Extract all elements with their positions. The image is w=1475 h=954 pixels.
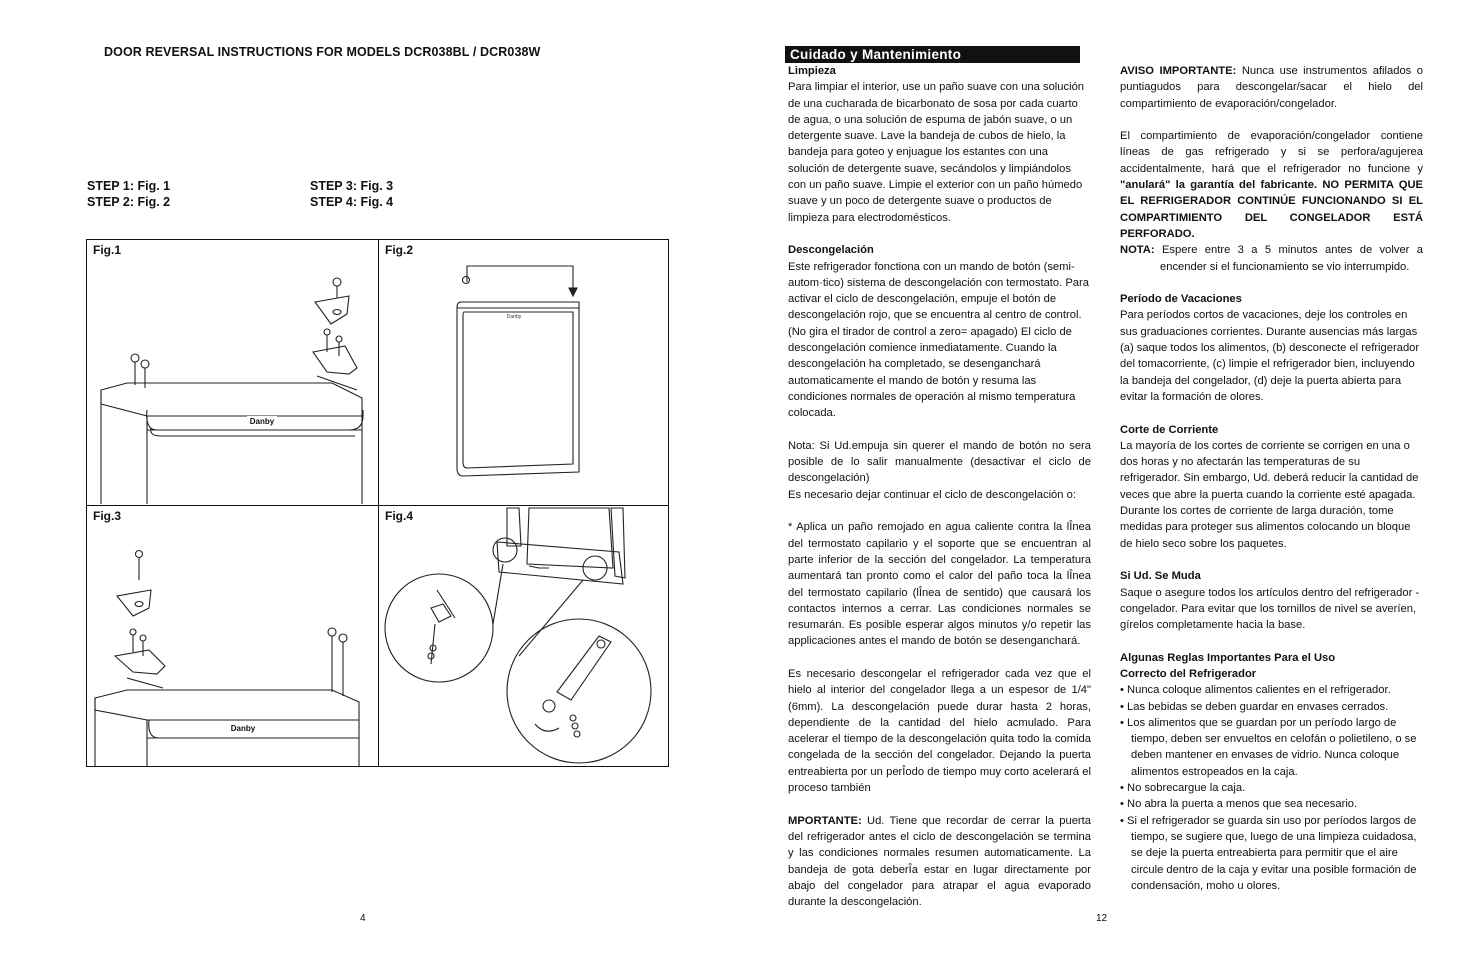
aviso-text: Nunca use instrumentos afilados o puntiagudos para descongelar/sacar el hielo del compartimiento de evaporación/congelador. [1120, 65, 1423, 110]
para-necesario-2: Es necesario descongelar el refrigerador cada vez que el hielo al interior del congelador llega a un espesor de 1/4" (6mm). La descongelación puede durar hasta 2 horas, dependiente de la cantidad del hielo acmulado. Para acelerar el tiempo de la descongelación quita todo la comida congelada de la sección del congelador. Dejando la puerta entreabierta por un perÎodo de tiempo muy corto acelerará el proceso también [788, 667, 1091, 795]
page-number-right: 12 [1096, 913, 1108, 924]
para-necesario: Es necesario dejar continuar el ciclo de descongelación o: [788, 488, 1076, 501]
list-item: • Las bebidas se deben guardar en envases cerrados. [1120, 699, 1423, 715]
figure-grid [86, 239, 669, 767]
para-corte-1: La mayoría de los cortes de corriente se corrigen en una o dos horas y no afectarán las temperaturas de su refrigerador. Sin embargo, Ud. deberá reducir la cantidad de veces que abre la puerta cuando la corriente esté apagada. [1120, 439, 1419, 501]
step-4-label: STEP 4: Fig. 4 [310, 195, 394, 209]
fridge-bottom-hinge-illustration [87, 506, 378, 767]
danby-logo-fig1: Danby [249, 417, 275, 426]
content-column-1 [788, 63, 1091, 927]
nota-label: NOTA: [1120, 244, 1155, 257]
para-nota: Nota: Si Ud.empuja sin querer el mando de botón no sera posible de lo salir manualmente (desactivar el ciclo de descongelación) [788, 439, 1091, 485]
para-compartimiento [1120, 128, 1423, 242]
reglas-list [1120, 682, 1423, 894]
heading-reglas-1: Algunas Reglas Importantes Para el Uso [1120, 651, 1336, 664]
figure-2-label: Fig.2 [385, 243, 414, 257]
heading-corte: Corte de Corriente [1120, 423, 1219, 436]
heading-descongelacion: Descongelación [788, 244, 874, 257]
step-3-label: STEP 3: Fig. 3 [310, 179, 394, 193]
fridge-top-hinge-illustration [87, 240, 378, 505]
para-limpieza: Para limpiar el interior, use un paño suave con una solución de una cucharada de bicarbonato de sosa por cada cuarto de agua, o una solución de espuma de jabón suave, o un detergente suave. Lave la bandeja de cubos de hielo, la bandeja para goteo y enjuague los estantes con una solución de detergente suave, secándolos y limpiándolos con un paño suave. Limpie el exterior con un paño húmedo suave y un poco de detergente suave o productos de limpieza para electrodomésticos. [788, 81, 1085, 224]
importante-text: Ud. Tiene que recordar de cerrar la puerta del refrigerador antes el ciclo de descongelación se termina y las condiciones normales resumen automaticamente. La bandeja de gota deberÎa estar en lugar directamente por abajo del congelador para atrapar el agua evaporado durante la descongelación. [788, 814, 1091, 909]
para-vacaciones: Para períodos cortos de vacaciones, deje los controles en sus graduaciones corrientes. Durante ausencias más largas (a) saque todos los alimentos, (b) desconecte el refrigerador del tomacorriente, (c) limpie el refrigerador bien, incluyendo la bandeja del congelador, (d) deje la puerta abierta para evitar la formación de olores. [1120, 309, 1420, 403]
list-item: • Nunca coloque alimentos calientes en el refrigerador. [1120, 682, 1423, 698]
para-descongelacion: Este refrigerador fonctiona con un mando de botón (semi-autom·tico) sistema de descongelación con termostato. Para activar el ciclo de descongelación, empuje el botón de descongelación rojo, que se encuentra al centro de control. (No gira el tirador de control a zero= apagado) El ciclo de descongelación comience inmediatamente. Cuando la descongelación ha completado, se desenganchará automaticamente el mando de botón y resuma las condiciones normales de operación al mismo temperatura colocada. [788, 260, 1089, 420]
para-aviso [1120, 63, 1423, 112]
para-corte-2: Durante los cortes de corriente de larga duración, tome medidas para proteger sus alimentos colocando un bloque de hielo seco sobre los paquetes. [1120, 505, 1411, 550]
compartimiento-warning: "anulará" la garantía del fabricante. NO PERMITA QUE EL REFRIGERADOR CONTINÚE FUNCIONANDO SI EL COMPARTIMIENTO DEL CONGELADOR ESTÁ PERFORADO. [1120, 179, 1423, 240]
heading-reglas-2: Correcto del Refrigerador [1120, 667, 1257, 680]
hinge-detail-illustration [379, 506, 669, 767]
figure-4-label: Fig.4 [385, 509, 414, 523]
danby-logo-fig3: Danby [230, 724, 256, 733]
list-item: • Los alimentos que se guardan por un período largo de tiempo, deben ser envueltos en celofán o polietileno, o se deben mantener en envases de vidrio. Nunca coloque alimentos estropeados en la caja. [1120, 715, 1423, 780]
content-column-2 [1120, 63, 1423, 894]
figure-3-label: Fig.3 [93, 509, 122, 523]
compartimiento-text: El compartimiento de evaporación/congelador contiene líneas de gas refrigerado y si se perfora/agujerea accidentalmente, hará que el refrigerador no funcione y [1120, 130, 1423, 175]
section-title-bar: Cuidado y Mantenimiento [785, 46, 1080, 63]
para-nota-reinicio [1120, 242, 1423, 275]
heading-limpieza: Limpieza [788, 65, 836, 77]
list-item: • No sobrecargue la caja. [1120, 780, 1423, 796]
figure-1-label: Fig.1 [93, 243, 122, 257]
nota-text: Espere entre 3 a 5 minutos antes de volver a encender si el funcionamiento se vio interrumpido. [1154, 244, 1423, 273]
step-1-label: STEP 1: Fig. 1 [87, 179, 171, 193]
para-importante [788, 813, 1091, 911]
aviso-label: AVISO IMPORTANTE: [1120, 65, 1237, 77]
figure-1 [87, 240, 378, 505]
door-removal-illustration [379, 240, 669, 505]
danby-logo-fig2: Danby [506, 314, 522, 320]
para-aplica: * Aplica un paño remojado en agua caliente contra la lÎnea del termostato capilario y el soporte que se encuentran al parte inferior de la sección del congelador. La temperatura aumentará tan pronto como el calor del paño toca la lÎnea del termostato capilario (lÎnea de sentido) que causará los contactos internos a cerrar. Las condiciones normales se resumarán. Es posible esperar algos minutos y/o repetir las applicaciones antes el mando de botón se desenganchará. [788, 521, 1091, 648]
step-2-label: STEP 2: Fig. 2 [87, 195, 171, 209]
list-item: • Si el refrigerador se guarda sin uso por períodos largos de tiempo, se sugiere que, luego de una limpieza cuidadosa, se deje la puerta entreabierta para permitir que el aire circule dentro de la caja y evitar una posible formación de condensación, moho u olores. [1120, 813, 1423, 894]
list-item: • No abra la puerta a menos que sea necesario. [1120, 796, 1423, 812]
steps-left [87, 178, 170, 210]
figure-2 [379, 240, 669, 505]
heading-muda: Si Ud. Se Muda [1120, 570, 1201, 583]
page-title: DOOR REVERSAL INSTRUCTIONS FOR MODELS DCR038BL / DCR038W [104, 45, 541, 59]
figure-4 [379, 506, 669, 767]
heading-vacaciones: Período de Vacaciones [1120, 293, 1242, 306]
para-muda: Saque o asegure todos los artículos dentro del refrigerador - congelador. Para evitar que los tornillos de nivel se averíen, gírelos completamente hacia la base. [1120, 586, 1420, 632]
importante-label: MPORTANTE: [788, 814, 862, 827]
page-number-left: 4 [360, 913, 366, 924]
steps-right [310, 178, 393, 210]
figure-3 [87, 506, 378, 767]
